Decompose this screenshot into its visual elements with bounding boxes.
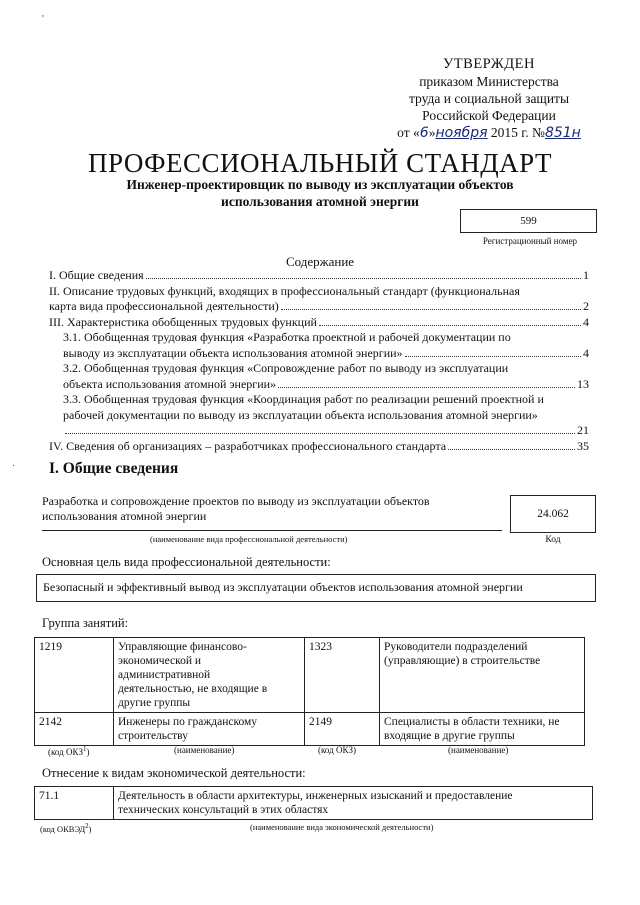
activity-line: использования атомной энергии: [42, 509, 207, 523]
toc-leader: [146, 278, 581, 279]
activity-underline: [42, 530, 502, 531]
caption-text: ): [88, 823, 92, 834]
toc-page: 4: [583, 314, 589, 329]
toc-heading: Содержание: [285, 254, 355, 269]
registration-number-box: 599: [460, 209, 597, 233]
approval-heading: УТВЕРЖДЕН: [443, 56, 535, 72]
toc-item[interactable]: [49, 315, 589, 331]
toc-item-text: карта вида профессиональной деятельности): [49, 299, 279, 313]
cell-line: Руководители подразделений: [384, 641, 528, 653]
okz-code-cell: 2142: [35, 713, 114, 746]
okz-code-cell: 1323: [305, 638, 380, 713]
okz-name-caption: (наименование): [174, 745, 235, 755]
table-row: [35, 713, 585, 746]
toc-item-text: объекта использования атомной энергии»: [63, 376, 277, 391]
cell-line: деятельностью, не входящие в: [118, 683, 268, 695]
okved-code-cell: 71.1: [35, 787, 114, 820]
handwritten-day: 6: [419, 125, 429, 141]
registration-caption: Регистрационный номер: [482, 236, 578, 246]
table-row: [35, 787, 593, 820]
toc-item-text: рабочей документации по выводу из эксплуатации объекта использования атомной энергии»: [63, 407, 538, 422]
page-subtitle: [80, 176, 560, 210]
scan-speck: ·: [12, 461, 16, 472]
toc-leader: [65, 433, 575, 434]
footnote-ref[interactable]: 1: [83, 745, 87, 753]
activity-name: [42, 494, 482, 524]
cell-line: технических консультаций в этих областях: [118, 804, 329, 816]
cell-line: экономической и: [118, 655, 202, 667]
toc-item-text: III. Характеристика обобщенных трудовых функций: [49, 314, 317, 329]
cell-line: (управляющие) в строительстве: [384, 655, 541, 667]
toc-item-text: 3.2. Обобщенная трудовая функция «Сопровождение работ по выводу из эксплуатации: [63, 361, 509, 375]
activity-code-box: 24.062: [510, 495, 596, 533]
handwritten-month: ноября: [435, 125, 488, 141]
section-heading: I. Общие сведения: [49, 460, 179, 477]
date-year: 2015 г. №: [490, 125, 545, 140]
cell-line: Специалисты в области техники, не: [384, 716, 560, 728]
handwritten-number: 851н: [544, 125, 581, 141]
page-title: ПРОФЕССИОНАЛЬНЫЙ СТАНДАРТ: [87, 148, 553, 178]
subtitle-line: Инженер-проектировщик по выводу из эксплуатации объектов: [126, 177, 514, 192]
cell-line: строительству: [118, 730, 188, 742]
toc-item-text: IV. Сведения об организациях – разработчиках профессионального стандарта: [49, 438, 447, 453]
okved-code-caption: [40, 822, 92, 834]
econ-activity-label: Отнесение к видам экономической деятельности:: [42, 766, 306, 780]
toc-page: 2: [583, 299, 589, 313]
caption-text: (код ОКВЭД: [40, 823, 86, 834]
toc-item-text: I. Общие сведения: [49, 268, 144, 282]
econ-activity-table: [34, 786, 593, 820]
toc-item[interactable]: [49, 284, 589, 315]
okz-code-cell: 2149: [305, 713, 380, 746]
toc-item[interactable]: [49, 330, 589, 361]
okz-name-caption: (наименование): [448, 745, 509, 755]
approval-block: [384, 56, 594, 142]
toc-item-text: выводу из эксплуатации объекта использования атомной энергии»: [63, 345, 403, 360]
toc-item[interactable]: [49, 439, 589, 455]
toc-item[interactable]: [49, 361, 589, 392]
approval-line: приказом Министерства: [419, 74, 559, 89]
approval-date-line: [384, 124, 594, 142]
caption-text: (код ОКЗ: [48, 747, 83, 757]
toc-leader: [278, 387, 575, 388]
cell-line: Управляющие финансово-: [118, 641, 247, 653]
toc-page: 4: [583, 345, 589, 360]
cell-line: Инженеры по гражданскому: [118, 716, 258, 728]
okz-name-cell: [380, 638, 585, 713]
toc-item[interactable]: [49, 268, 589, 284]
toc-page: 35: [577, 438, 589, 453]
okved-name-caption: (наименование вида экономической деятельности): [250, 822, 434, 832]
toc-page: 21: [577, 423, 589, 437]
table-of-contents: [49, 268, 589, 454]
okz-name-cell: [114, 638, 305, 713]
okz-code-cell: 1219: [35, 638, 114, 713]
toc-page: 13: [577, 376, 589, 391]
date-prefix: от «: [397, 125, 420, 140]
activity-code-caption: Код: [545, 535, 561, 545]
activity-caption: (наименование вида профессиональной деятельности): [150, 534, 348, 544]
approval-line: труда и социальной защиты: [408, 91, 570, 106]
toc-leader: [448, 449, 575, 450]
okved-name-cell: [114, 787, 593, 820]
okz-name-cell: [380, 713, 585, 746]
occupation-table: [34, 637, 585, 746]
goal-box: Безопасный и эффективный вывод из эксплуатации объектов использования атомной энергии: [36, 574, 596, 602]
date-mid: »: [428, 125, 436, 140]
caption-text: ): [86, 747, 90, 757]
cell-line: Деятельность в области архитектуры, инженерных изысканий и предоставление: [118, 790, 513, 802]
toc-item[interactable]: [49, 392, 589, 439]
table-row: [35, 638, 585, 713]
cell-line: административной: [118, 669, 211, 681]
subtitle-line: использования атомной энергии: [221, 194, 419, 209]
toc-leader: [319, 325, 581, 326]
toc-item-text: II. Описание трудовых функций, входящих в профессиональный стандарт (функциональная: [49, 283, 520, 298]
toc-leader: [405, 356, 581, 357]
toc-item-text: 3.3. Обобщенная трудовая функция «Координация работ по реализации решений проектной и: [63, 392, 544, 406]
okz-code-caption: (код ОКЗ): [318, 745, 356, 755]
toc-leader: [281, 309, 581, 310]
occupation-group-label: Группа занятий:: [42, 616, 129, 630]
toc-page: 1: [583, 268, 589, 282]
footnote-ref[interactable]: 2: [85, 822, 89, 830]
goal-label: Основная цель вида профессиональной деятельности:: [42, 555, 331, 569]
scan-mark: ': [42, 14, 44, 25]
toc-item-text: 3.1. Обобщенная трудовая функция «Разработка проектной и рабочей документации по: [63, 330, 511, 344]
okz-code-caption: [48, 745, 90, 757]
cell-line: входящие в другие группы: [384, 730, 515, 742]
cell-line: другие группы: [118, 697, 191, 709]
activity-line: Разработка и сопровождение проектов по выводу из эксплуатации объектов: [42, 494, 430, 508]
approval-line: Российской Федерации: [422, 108, 556, 123]
okz-name-cell: [114, 713, 305, 746]
